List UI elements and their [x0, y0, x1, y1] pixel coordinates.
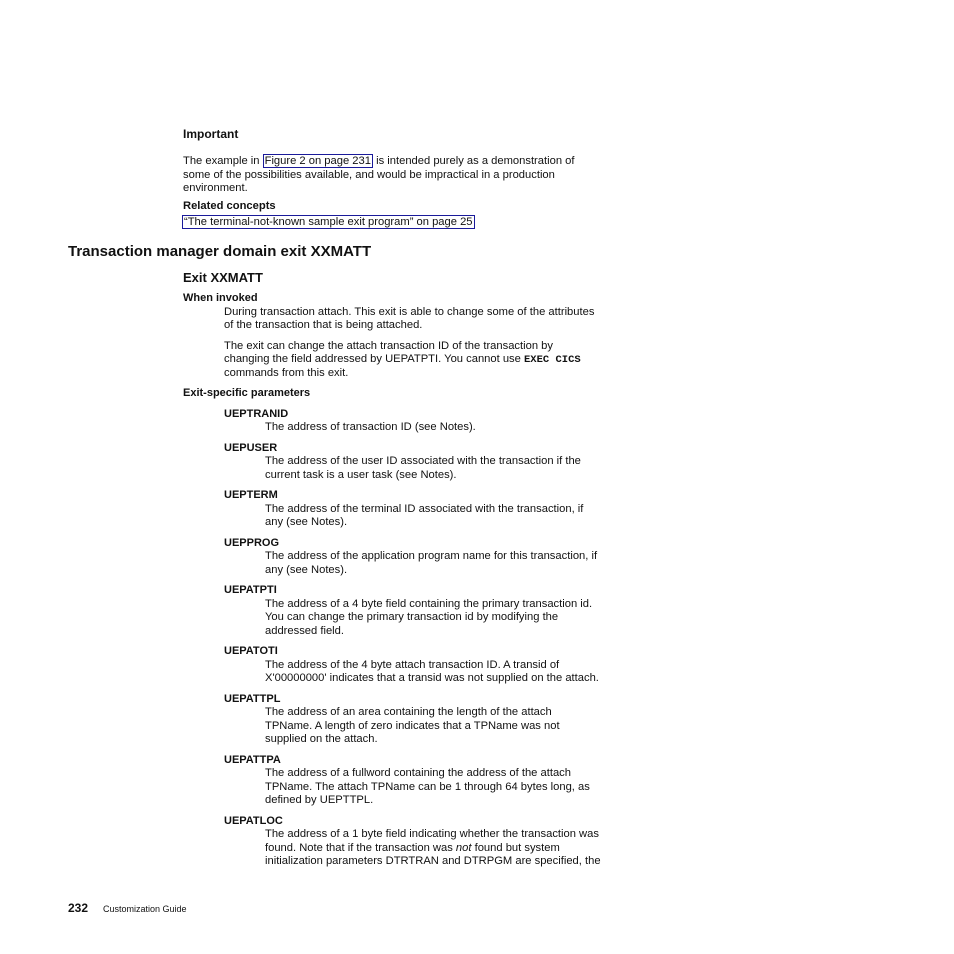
when-invoked-p1-line-1: During transaction attach. This exit is able to change some of the attributes	[224, 306, 595, 318]
param-term-uepatloc: UEPATLOC	[224, 815, 283, 827]
param-desc-line: any (see Notes).	[265, 516, 348, 528]
param-desc-line: The address of a 4 byte field containing the primary transaction id.	[265, 598, 593, 610]
param-desc-line: supplied on the attach.	[265, 733, 378, 745]
when-invoked-p2-line-3: commands from this exit.	[224, 367, 349, 379]
param-desc-line: The address of transaction ID (see Notes).	[265, 421, 476, 433]
important-text-post: is intended purely as a demonstration of	[372, 155, 575, 167]
when-invoked-heading: When invoked	[183, 292, 258, 304]
param-term-uepprog: UEPPROG	[224, 537, 280, 549]
param-desc-line	[265, 842, 560, 856]
page-number: 232	[68, 901, 89, 915]
section-title: Transaction manager domain exit XXMATT	[68, 243, 372, 260]
param-desc-line: The address of a fullword containing the address of the attach	[265, 767, 571, 779]
important-line-2: some of the possibilities available, and would be impractical in a production	[183, 169, 555, 181]
important-text-pre: The example in	[183, 155, 263, 167]
param-term-ueptranid: UEPTRANID	[224, 408, 289, 420]
param-desc-line: defined by UEPTTPL.	[265, 794, 374, 806]
param-desc-line: The address of the user ID associated with the transaction if the	[265, 455, 581, 467]
important-line-1	[183, 155, 574, 169]
param-desc-line: addressed field.	[265, 625, 344, 637]
uepatloc-emphasis: not	[455, 842, 472, 854]
param-desc-line: The address of an area containing the length of the attach	[265, 706, 552, 718]
book-title: Customization Guide	[103, 904, 187, 914]
param-desc-line: The address of a 1 byte field indicating whether the transaction was	[265, 828, 599, 840]
param-desc-line: any (see Notes).	[265, 564, 348, 576]
param-term-uepuser: UEPUSER	[224, 442, 278, 454]
when-invoked-p2-line-1: The exit can change the attach transaction ID of the transaction by	[224, 340, 553, 352]
param-term-uepattpa: UEPATTPA	[224, 754, 281, 766]
param-term-uepatoti: UEPATOTI	[224, 645, 278, 657]
exec-cics-code: EXEC CICS	[523, 354, 581, 366]
param-desc-line: initialization parameters DTRTRAN and DTRPGM are specified, the	[265, 855, 601, 867]
param-desc-line: The address of the application program name for this transaction, if	[265, 550, 598, 562]
exit-title: Exit XXMATT	[183, 270, 263, 285]
param-desc-line: The address of the 4 byte attach transaction ID. A transid of	[265, 659, 560, 671]
when-invoked-p2-text: changing the field addressed by UEPATPTI. You cannot use	[224, 353, 524, 365]
terminal-not-known-link[interactable]: “The terminal-not-known sample exit program” on page 25	[184, 216, 473, 228]
important-heading: Important	[183, 127, 239, 141]
uepatloc-text-post: found but system	[471, 842, 560, 854]
param-term-uepatpti: UEPATPTI	[224, 584, 277, 596]
important-line-3: environment.	[183, 182, 248, 194]
param-desc-line: TPName. A length of zero indicates that a TPName was not	[265, 720, 560, 732]
param-term-uepterm: UEPTERM	[224, 489, 278, 501]
exit-params-heading: Exit-specific parameters	[183, 387, 311, 399]
related-concepts-row	[182, 216, 475, 230]
figure-2-link[interactable]: Figure 2 on page 231	[264, 155, 371, 167]
when-invoked-p2-line-2	[224, 353, 581, 368]
param-desc-line: current task is a user task (see Notes).	[265, 469, 457, 481]
param-desc-line: TPName. The attach TPName can be 1 through 64 bytes long, as	[265, 781, 590, 793]
param-desc-line: You can change the primary transaction id by modifying the	[265, 611, 559, 623]
related-concepts-heading: Related concepts	[183, 200, 276, 212]
when-invoked-p1-line-2: of the transaction that is being attached.	[224, 319, 423, 331]
param-desc-line: X'00000000' indicates that a transid was not supplied on the attach.	[265, 672, 599, 684]
param-term-uepattpl: UEPATTPL	[224, 693, 281, 705]
uepatloc-text-pre: found. Note that if the transaction was	[265, 842, 456, 854]
param-desc-line: The address of the terminal ID associated with the transaction, if	[265, 503, 584, 515]
